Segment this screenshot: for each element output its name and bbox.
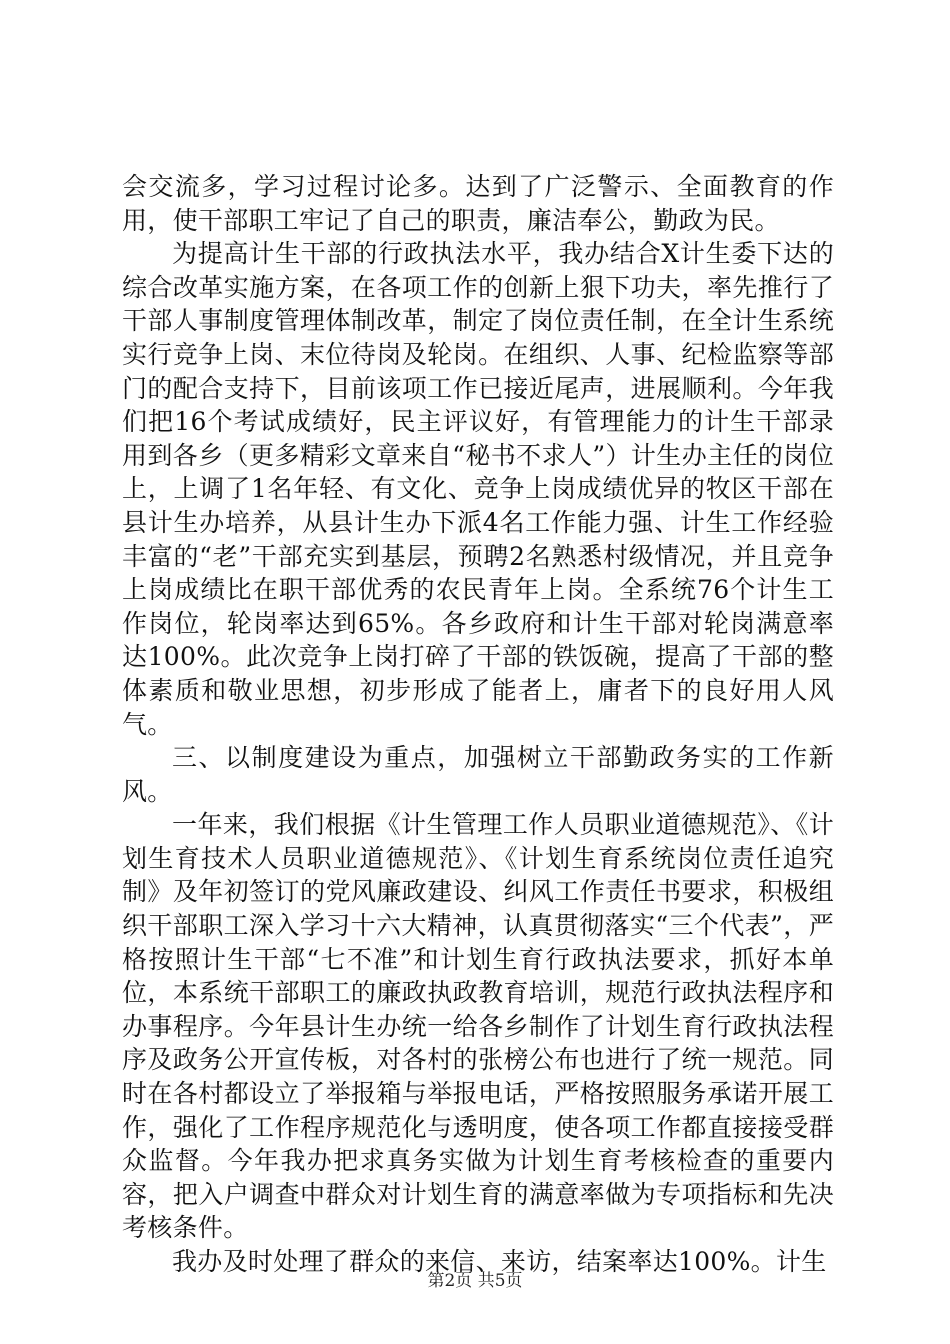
paragraph-discipline-standards: 一年来，我们根据《计生管理工作人员职业道德规范》、《计划生育技术人员职业道德规范》、《计划生育系统岗位责任追究制》及年初签订的党风廉政建设、纠风工作责任书要求，积极组织干部职工深入学习十六大精神，认真贯彻落实“三个代表”，严格按照计生干部“七不准”和计划生育行政执法要求，抓好本单位，本系统干部职工的廉政执政教育培训，规范行政执法程序和办事程序。今年县计生办统一给各乡制作了计划生育行政执法程序及政务公开宣传板，对各村的张榜公布也进行了统一规范。同时在各村都设立了举报箱与举报电话，严格按照服务承诺开展工作，强化了工作程序规范化与透明度，使各项工作都直接接受群众监督。今年我办把求真务实做为计划生育考核检查的重要内容，把入户调查中群众对计划生育的满意率做为专项指标和先决考核条件。 <box>122 810 834 1243</box>
paragraph-complaint-handling: 我办及时处理了群众的来信、来访，结案率达100%。计生 <box>172 1247 827 1276</box>
paragraph-rotation-reform: 为提高计生干部的行政执法水平，我办结合X计生委下达的综合改革实施方案，在各项工作的创新上狠下功夫，率先推行了干部人事制度管理体制改革，制定了岗位责任制，在全计生系统实行竞争上岗、末位待岗及轮岗。在组织、人事、纪检监察等部门的配合支持下，目前该项工作已接近尾声，进展顺利。今年我们把16个考试成绩好，民主评议好，有管理能力的计生干部录用到各乡（更多精彩文章来自“秘书不求人”）计生办主任的岗位上，上调了1名年轻、有文化、竞争上岗成绩优异的牧区干部在县计生办培养，从县计生办下派4名工作能力强、计生工作经验丰富的“老”干部充实到基层，预聘2名熟悉村级情况，并且竞争上岗成绩比在职干部优秀的农民青年上岗。全系统76个计生工作岗位，轮岗率达到65%。各乡政府和计生干部对轮岗满意率达100%。此次竞争上岗打碎了干部的铁饭碗，提高了干部的整体素质和敬业思想，初步形成了能者上，庸者下的良好用人风气。 <box>122 239 834 739</box>
document-body <box>122 170 834 1279</box>
paragraph-continuation: 会交流多，学习过程讨论多。达到了广泛警示、全面教育的作用，使干部职工牢记了自己的职责，廉洁奉公，勤政为民。 <box>122 172 834 235</box>
section-heading-three: 三、以制度建设为重点，加强树立干部勤政务实的工作新风。 <box>122 743 834 806</box>
page-number-footer: 第2页 共5页 <box>427 1271 523 1291</box>
